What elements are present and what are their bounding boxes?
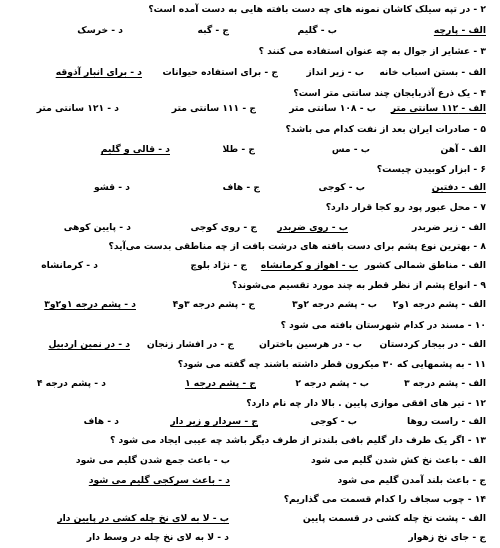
q4-option-a: الف - ۱۱۲ سانتی متر	[390, 103, 486, 114]
q12-option-a: الف - راست روها	[407, 416, 486, 427]
q2-option-b: ب - گلیم	[297, 25, 337, 36]
q11-option-c: ج - پشم درجه ۱	[184, 378, 256, 389]
q9-option-c: ج - پشم درجه ۳و۴	[172, 299, 255, 310]
q6-option-a: الف - دفتین	[431, 182, 486, 193]
q10-option-d: د - در نمین اردبیل	[48, 339, 130, 350]
q14-option-c: ج - جای نخ زهوار	[408, 532, 486, 543]
q11-option-a: الف - پشم درجه ۳	[404, 378, 486, 389]
q14-option-a: الف - پشت نخ چله کشی در قسمت پایین	[302, 513, 486, 524]
question-7: ۷ - محل عبور پود رو کجا قرار دارد؟	[325, 202, 486, 213]
q4-option-b: ب - ۱۰۸ سانتی متر	[289, 103, 376, 114]
question-9: ۹ - انواع پشم از نظر قطر به چند مورد تقسیم می‌شوند؟	[231, 280, 486, 291]
question-6: ۶ - ابزار کوبیدن چیست؟	[376, 164, 486, 175]
q11-option-d: د - پشم درجه ۴	[36, 378, 106, 389]
q6-option-c: ج - هاف	[222, 182, 260, 193]
q3-option-a: الف - بستن اسباب خانه	[379, 67, 486, 78]
q8-option-c: ج - نژاد بلوچ	[190, 260, 247, 271]
q8-option-d: د - کرمانشاه	[41, 260, 98, 271]
q13-option-c: ج - باعث بلند آمدن گلیم می شود	[337, 475, 486, 486]
q13-option-b: ب - باعث جمع شدن گلیم می شود	[75, 455, 230, 466]
question-12: ۱۲ - تیر های افقی موازی پایین . بالا دار چه نام دارد؟	[246, 398, 486, 409]
question-8: ۸ - بهترین نوع پشم برای دست بافته های درشت بافت از چه مناطقی بدست می‌آید؟	[108, 241, 486, 252]
question-4: ۴ - یک ذرع آذربایجان چند سانتی متر است؟	[293, 88, 486, 99]
q5-option-a: الف - آهن	[440, 144, 486, 155]
q2-option-c: ج - گبه	[197, 25, 229, 36]
q4-option-d: د - ۱۲۱ سانتی متر	[36, 103, 119, 114]
q8-option-b: ب - اهواز و کرمانشاه	[260, 260, 358, 271]
q5-option-c: ج - طلا	[222, 144, 255, 155]
q12-option-d: د - هاف	[83, 416, 119, 427]
q7-option-d: د - پایین کوهی	[63, 222, 131, 233]
q3-option-d: د - برای انبار آذوقه	[55, 67, 142, 78]
q14-option-b: ب - لا به لای نخ چله کشی در پایین دار	[57, 513, 229, 524]
q12-option-b: ب - کوجی	[310, 416, 357, 427]
q7-option-b: ب - روی ضربدر	[277, 222, 348, 233]
question-5: ۵ - صادرات ایران بعد از نفت کدام می باشد؟	[285, 124, 486, 135]
q3-option-b: ب - زیر انداز	[306, 67, 364, 78]
question-2: ۲ - در تپه سیلک کاشان نمونه های چه دست بافته هایی به دست آمده است؟	[148, 4, 486, 15]
q9-option-a: الف - پشم درجه ۱و۲	[392, 299, 486, 310]
q11-option-b: ب - پشم درجه ۲	[295, 378, 369, 389]
q5-option-d: د - قالی و گلیم	[100, 144, 170, 155]
q8-option-a: الف - مناطق شمالی کشور	[364, 260, 486, 271]
q9-option-d: د - پشم درجه ۱و۲و۳	[44, 299, 136, 310]
q7-option-c: ج - روی کوجی	[190, 222, 257, 233]
q14-option-d: د - لا به لای نخ چله در وسط دار	[86, 532, 229, 543]
q2-option-a: الف - پارچه	[433, 25, 486, 36]
question-10: ۱۰ - مسند در کدام شهرستان بافته می شود ؟	[280, 320, 486, 331]
question-13: ۱۳ - اگر یک طرف دار گلیم بافی بلندتر از طرف دیگر باشد چه عیبی ایجاد می شود ؟	[110, 435, 486, 446]
q9-option-b: ب - پشم درجه ۲و۳	[292, 299, 377, 310]
question-3: ۳ - عشایر از جوال به چه عنوان استفاده می کنند ؟	[258, 46, 486, 57]
q12-option-c: ج - سردار و زیر دار	[170, 416, 258, 427]
q13-option-d: د - باعث سرکجی گلیم می شود	[88, 475, 230, 486]
q7-option-a: الف - زیر ضربدر	[411, 222, 486, 233]
q2-option-d: د - خرسک	[77, 25, 123, 36]
q10-option-b: ب - در هرسین باختران	[259, 339, 362, 350]
q3-option-c: ج - برای استفاده حیوانات	[162, 67, 278, 78]
q10-option-a: الف - در بیجار کردستان	[379, 339, 486, 350]
q4-option-c: ج - ۱۱۱ سانتی متر	[171, 103, 256, 114]
q6-option-b: ب - کوجی	[318, 182, 365, 193]
q10-option-c: ج - در افشار زنجان	[146, 339, 234, 350]
question-14: ۱۴ - چوب سجاف را کدام قسمت می گذاریم؟	[283, 494, 486, 505]
q6-option-d: د - قشو	[93, 182, 130, 193]
q5-option-b: ب - مس	[331, 144, 370, 155]
q13-option-a: الف - باعث نخ کش شدن گلیم می شود	[311, 455, 486, 466]
question-11: ۱۱ - به پشمهایی که ۳۰ میکرون قطر داشته باشند چه گفته می شود؟	[177, 359, 486, 370]
